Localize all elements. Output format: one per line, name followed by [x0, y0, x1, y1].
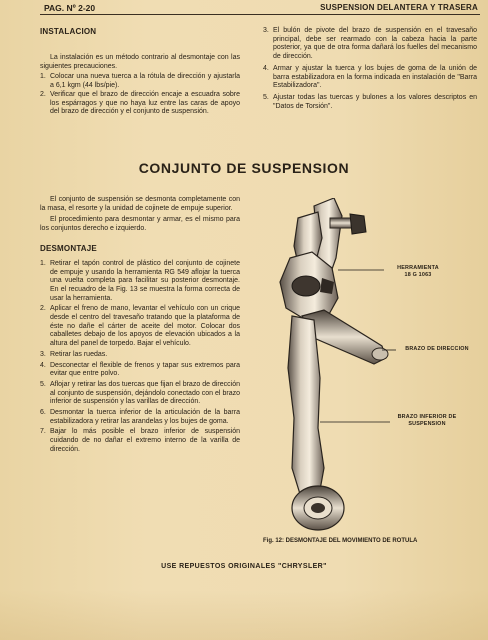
list-item: 4. Armar y ajustar la tuerca y los bujes de goma de la unión de barra estabilizadora en la forma indicada en instalación de "Barra Estabilizadora". [263, 64, 477, 90]
conjunto-block [40, 196, 240, 455]
lower-arm [288, 316, 324, 494]
figure-suspension [262, 198, 482, 538]
callout-lower-arm: BRAZO INFERIOR DE SUSPENSION [397, 414, 457, 427]
instalacion-continued [263, 27, 477, 111]
conjunto-paragraph-2: El procedimiento para desmontar y armar, es el mismo para los conjuntos derecho e izquierdo. [40, 216, 240, 233]
list-item: 3. El bulón de pivote del brazo de suspensión en el travesaño principal, debe ser rearmado con la cabeza hacia la parte posterior, ya que de otra forma dañará los fuelles del mecanismo de dirección. [263, 27, 477, 61]
callout-tool: HERRAMIENTA 18 G 1063 [397, 265, 439, 278]
suspension-illustration [262, 198, 482, 538]
section-title: SUSPENSION DELANTERA Y TRASERA [320, 3, 478, 12]
list-item: 5. Ajustar todas las tuercas y bulones a los valores descriptos en "Datos de Torsión". [263, 93, 477, 110]
desmontaje-heading: DESMONTAJE [40, 243, 97, 253]
list-item: 1. Retirar el tapón control de plástico del conjunto de cojinete de empuje y usando la herramienta RG 549 aflojar la tuerca una vuelta completa para facilitar su posterior desmontaje. En el recuadro de la Fig. 13 se muestra la forma correcta de usar la herramienta. [40, 259, 240, 302]
knuckle-bore [292, 276, 320, 296]
lower-arm-bolt [311, 503, 325, 513]
tool-screw [330, 218, 352, 228]
instalacion-block [40, 27, 240, 117]
header-rule [40, 14, 480, 15]
figure-caption: Fig. 12: DESMONTAJE DEL MOVIMIENTO DE ROTULA [263, 538, 418, 544]
instalacion-heading: INSTALACION [40, 27, 97, 36]
list-item: 7. Bajar lo más posible el brazo inferior de suspensión cuidando de no dañar el extremo interno de la varilla de dirección. [40, 428, 240, 453]
instalacion-steps-continued [263, 27, 477, 111]
main-title: CONJUNTO DE SUSPENSION [138, 160, 350, 176]
list-item: 1. Colocar una nueva tuerca a la rótula de dirección y ajustarla a 6,1 kgm (44 lbs/pie). [40, 73, 240, 90]
tool-screw-head [350, 214, 366, 234]
list-item: 5. Aflojar y retirar las dos tuercas que fijan el brazo de dirección al conjunto de suspensión, dejándolo conectado con el brazo inferior de suspensión y las varillas de dirección. [40, 380, 240, 406]
list-item: 3. Retirar las ruedas. [40, 350, 108, 358]
callout-steering-arm: BRAZO DE DIRECCION [405, 346, 469, 352]
instalacion-steps [40, 73, 240, 117]
list-item: 2. Aplicar el freno de mano, levantar el vehículo con un crique desde el centro del travesaño tratando que la plataforma de éste no dañe el cárter de aceite del motor. Colocar dos caballetes debajo de los apoyos de elevación ubicados a la altura del panel de torpedo. Bajar el vehículo. [40, 305, 240, 348]
paper-stain [0, 590, 488, 640]
conjunto-paragraph-1: El conjunto de suspensión se desmonta completamente con la masa, el resorte y la unidad de cojinete de empuje superior. [40, 196, 240, 212]
desmontaje-steps [40, 260, 240, 455]
footer-note: USE REPUESTOS ORIGINALES "CHRYSLER" [161, 563, 327, 570]
page-number: PAG. Nº 2-20 [44, 3, 96, 13]
list-item: 2. Verificar que el brazo de dirección encaje a escuadra sobre los espárragos y que no haya luz entre las caras de apoyo del brazo de dirección y el conjunto de suspensión. [40, 90, 240, 116]
instalacion-intro: La instalación es un método contrario al desmontaje con las siguientes precauciones. [40, 54, 240, 70]
list-item: 4. Desconectar el flexible de frenos y tapar sus extremos para evitar que entre polvo. [40, 361, 240, 378]
list-item: 6. Desmontar la tuerca inferior de la articulación de la barra estabilizadora y retirar las arandelas y los bujes de goma. [40, 409, 240, 425]
